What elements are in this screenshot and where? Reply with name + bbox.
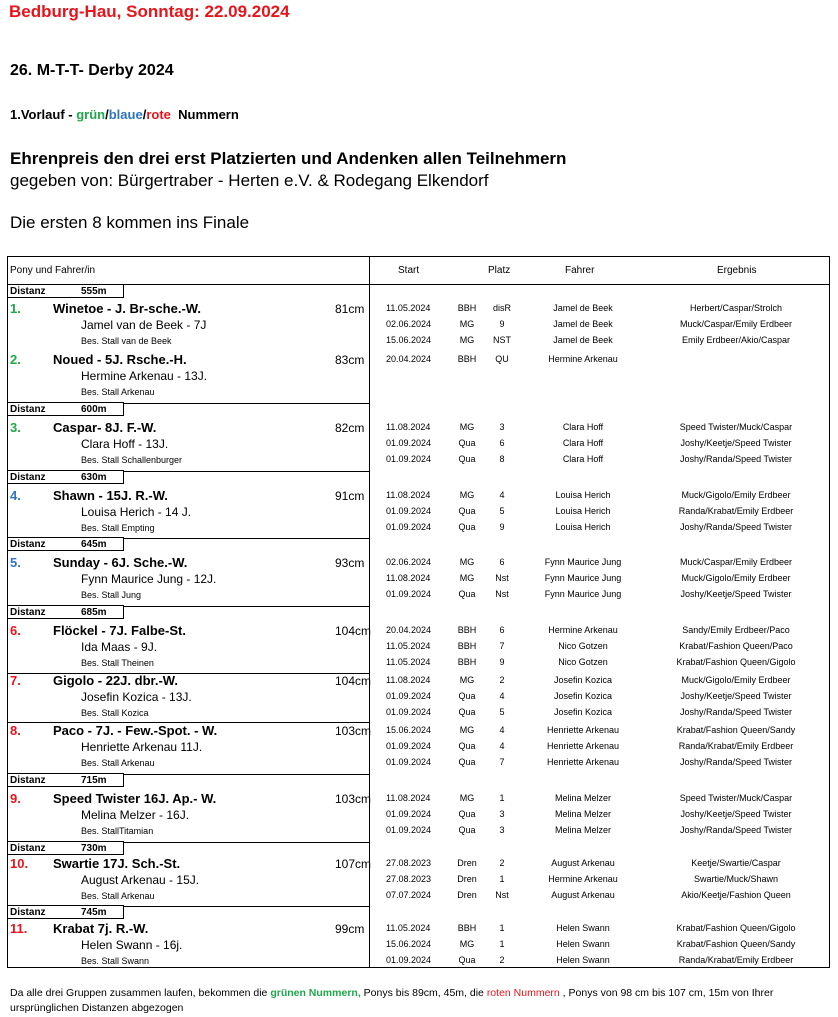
stable-name: Bes. Stall Swann <box>81 956 150 966</box>
result-driver: Hermine Arkenau <box>548 874 618 884</box>
finale-note: Die ersten 8 kommen ins Finale <box>10 213 250 232</box>
footer-text: , Ponys von 98 cm bis 107 cm, 15m von Ihrer ursprünglichen Distanzen abgezogen <box>10 987 774 1014</box>
stable-name: Bes. Stall Empting <box>81 523 155 533</box>
distance-caption: Distanz <box>10 775 46 786</box>
result-date: 20.04.2024 <box>386 625 432 635</box>
pony-height: 104cm <box>335 674 372 688</box>
entry-number: 8. <box>10 723 21 738</box>
result-place: 1 <box>499 939 505 949</box>
distance-value: 685m <box>81 607 107 618</box>
result-outcome: Krabat/Fashion Queen/Sandy <box>676 939 796 949</box>
result-track: MG <box>459 319 475 329</box>
result-place: 9 <box>499 319 505 329</box>
page-title: 26. M-T-T- Derby 2024 <box>10 62 174 79</box>
prize-heading: Ehrenpreis den drei erst Platzierten und Andenken allen Teilnehmern <box>10 149 567 168</box>
vorlauf-blue: blaue <box>108 107 143 122</box>
horse-name: Swartie 17J. Sch.-St. <box>53 856 181 871</box>
pony-height: 107cm <box>335 857 372 871</box>
distance-label <box>8 905 124 919</box>
result-date: 15.06.2024 <box>386 725 432 735</box>
driver-name: Fynn Maurice Jung - 12J. <box>81 572 217 586</box>
driver-name: August Arkenau - 15J. <box>81 873 200 887</box>
footer-red: roten Nummern <box>486 987 560 999</box>
result-track: BBH <box>457 923 477 933</box>
pony-height: 103cm <box>335 792 372 806</box>
result-place: 9 <box>499 657 505 667</box>
result-track: BBH <box>457 657 477 667</box>
result-track: Qua <box>458 506 476 516</box>
result-driver: Melina Melzer <box>554 809 612 819</box>
result-date: 27.08.2023 <box>386 874 432 884</box>
result-track: MG <box>459 675 475 685</box>
result-date: 07.07.2024 <box>386 890 432 900</box>
result-driver: Louisa Herich <box>555 490 611 500</box>
result-outcome: Emily Erdbeer/Akio/Caspar <box>681 335 791 345</box>
entry-number: 7. <box>10 673 21 688</box>
distance-label <box>8 470 124 484</box>
result-place: 1 <box>499 923 505 933</box>
result-track: Qua <box>458 741 476 751</box>
result-place: disR <box>492 303 511 313</box>
result-outcome: Muck/Gigolo/Emily Erdbeer <box>681 490 791 500</box>
result-driver: Fynn Maurice Jung <box>544 573 622 583</box>
result-outcome: Krabat/Fashion Queen/Gigolo <box>676 923 796 933</box>
result-date: 11.05.2024 <box>386 641 431 651</box>
result-date: 01.09.2024 <box>386 454 432 464</box>
result-date: 11.08.2024 <box>386 675 431 685</box>
distance-caption: Distanz <box>10 404 46 415</box>
horse-name: Winetoe - J. Br-sche.-W. <box>53 301 201 316</box>
distance-value: 645m <box>81 539 107 550</box>
result-outcome: Speed Twister/Muck/Caspar <box>679 422 793 432</box>
horse-name: Speed Twister 16J. Ap.- W. <box>53 791 217 806</box>
result-outcome: Joshy/Keetje/Speed Twister <box>680 691 792 701</box>
driver-name: Helen Swann - 16j. <box>81 938 183 952</box>
result-date: 11.05.2024 <box>386 303 431 313</box>
result-track: Qua <box>458 955 476 965</box>
result-date: 01.09.2024 <box>386 438 432 448</box>
entry-table <box>7 256 830 968</box>
result-place: 6 <box>499 438 505 448</box>
result-driver: Clara Hoff <box>562 454 604 464</box>
horse-name: Sunday - 6J. Sche.-W. <box>53 555 188 570</box>
result-driver: Melina Melzer <box>554 825 612 835</box>
horse-name: Flöckel - 7J. Falbe-St. <box>53 623 186 638</box>
pony-height: 91cm <box>335 489 365 503</box>
result-date: 01.09.2024 <box>386 757 432 767</box>
result-track: MG <box>459 939 475 949</box>
result-outcome: Krabat/Fashion Queen/Gigolo <box>676 657 796 667</box>
result-track: Qua <box>458 707 476 717</box>
result-driver: Helen Swann <box>556 955 610 965</box>
result-place: NST <box>493 335 511 345</box>
result-track: MG <box>459 490 475 500</box>
driver-name: Ida Maas - 9J. <box>81 640 158 654</box>
result-track: Qua <box>458 454 476 464</box>
result-outcome: Joshy/Keetje/Speed Twister <box>680 809 792 819</box>
result-date: 01.09.2024 <box>386 955 432 965</box>
footer-note <box>10 986 835 1016</box>
result-outcome: Muck/Caspar/Emily Erdbeer <box>679 319 793 329</box>
vorlauf-line <box>10 107 239 122</box>
stable-name: Bes. Stall Arkenau <box>81 758 155 768</box>
result-outcome: Muck/Caspar/Emily Erdbeer <box>679 557 793 567</box>
result-date: 01.09.2024 <box>386 506 432 516</box>
result-date: 11.08.2024 <box>386 793 431 803</box>
result-driver: Hermine Arkenau <box>548 625 618 635</box>
result-driver: Clara Hoff <box>562 438 604 448</box>
driver-name: Josefin Kozica - 13J. <box>81 690 192 704</box>
result-outcome: Joshy/Randa/Speed Twister <box>680 707 792 717</box>
result-outcome: Randa/Krabat/Emily Erdbeer <box>678 955 794 965</box>
distance-caption: Distanz <box>10 843 46 854</box>
result-date: 15.06.2024 <box>386 335 432 345</box>
stable-name: Bes. StallTitamian <box>81 826 154 836</box>
result-outcome: Krabat/Fashion Queen/Paco <box>679 641 793 651</box>
vorlauf-red: rote <box>146 107 171 122</box>
result-driver: Jamel de Beek <box>553 319 613 329</box>
result-driver: Jamel de Beek <box>553 303 613 313</box>
driver-name: Jamel van de Beek - 7J <box>81 318 207 332</box>
distance-label <box>8 284 124 298</box>
result-outcome: Randa/Krabat/Emily Erdbeer <box>678 741 794 751</box>
distance-caption: Distanz <box>10 907 46 918</box>
result-date: 11.05.2024 <box>386 923 431 933</box>
entry-number: 6. <box>10 623 21 638</box>
result-date: 01.09.2024 <box>386 589 432 599</box>
result-driver: August Arkenau <box>551 890 615 900</box>
distance-label <box>8 841 124 855</box>
result-place: 2 <box>499 675 505 685</box>
distance-caption: Distanz <box>10 286 46 297</box>
result-track: MG <box>459 793 475 803</box>
result-date: 01.09.2024 <box>386 522 432 532</box>
horse-name: Noued - 5J. Rsche.-H. <box>53 352 187 367</box>
vorlauf-green: grün <box>76 107 106 122</box>
result-place: 4 <box>499 691 505 701</box>
distance-value: 600m <box>81 404 107 415</box>
vorlauf-suffix: Nummern <box>178 107 239 122</box>
result-track: Qua <box>458 825 476 835</box>
result-driver: Nico Gotzen <box>558 641 608 651</box>
result-outcome: Randa/Krabat/Emily Erdbeer <box>678 506 794 516</box>
result-place: 9 <box>499 522 505 532</box>
driver-name: Melina Melzer - 16J. <box>81 808 190 822</box>
vorlauf-slash: / <box>142 107 147 122</box>
result-place: 6 <box>499 557 505 567</box>
result-track: Dren <box>457 874 477 884</box>
stable-name: Bes. Stall Kozica <box>81 708 149 718</box>
result-date: 01.09.2024 <box>386 741 432 751</box>
result-place: Nst <box>495 573 509 583</box>
result-place: 6 <box>499 625 505 635</box>
result-date: 01.09.2024 <box>386 691 432 701</box>
result-track: Dren <box>457 858 477 868</box>
stable-name: Bes. Stall Jung <box>81 590 142 600</box>
result-outcome: Keetje/Swartie/Caspar <box>691 858 781 868</box>
vorlauf-prefix: 1.Vorlauf - <box>10 107 77 122</box>
result-outcome: Swartie/Muck/Shawn <box>693 874 779 884</box>
pony-height: 99cm <box>335 922 365 936</box>
sponsor-line: gegeben von: Bürgertraber - Herten e.V. & Rodegang Elkendorf <box>10 171 489 190</box>
result-place: 1 <box>499 874 505 884</box>
table-header <box>8 257 829 285</box>
col-fahrer: Fahrer <box>565 265 595 276</box>
result-track: Dren <box>457 890 477 900</box>
result-outcome: Joshy/Randa/Speed Twister <box>680 454 792 464</box>
result-place: QU <box>495 354 509 364</box>
horse-name: Krabat 7j. R.-W. <box>53 921 149 936</box>
result-place: 2 <box>499 858 505 868</box>
result-driver: Henriette Arkenau <box>546 725 620 735</box>
footer-text: Ponys bis 89cm, 45m, die <box>360 987 487 999</box>
result-date: 01.09.2024 <box>386 825 432 835</box>
footer-green: grünen Nummern, <box>270 987 361 999</box>
result-place: 7 <box>499 641 505 651</box>
distance-value: 745m <box>81 907 107 918</box>
result-outcome: Speed Twister/Muck/Caspar <box>679 793 793 803</box>
entry-number: 10. <box>10 856 29 871</box>
result-track: BBH <box>457 641 477 651</box>
result-date: 20.04.2024 <box>386 354 432 364</box>
result-driver: Helen Swann <box>556 923 610 933</box>
result-date: 02.06.2024 <box>386 557 432 567</box>
pony-height: 93cm <box>335 556 365 570</box>
result-place: 4 <box>499 725 505 735</box>
result-track: Qua <box>458 809 476 819</box>
result-date: 11.05.2024 <box>386 657 431 667</box>
horse-name: Shawn - 15J. R.-W. <box>53 488 168 503</box>
result-date: 11.08.2024 <box>386 490 431 500</box>
stable-name: Bes. Stall Schallenburger <box>81 455 183 465</box>
col-pony: Pony und Fahrer/in <box>10 265 96 276</box>
col-start: Start <box>398 265 420 276</box>
entry-number: 9. <box>10 791 21 806</box>
result-track: MG <box>459 557 475 567</box>
col-platz: Platz <box>488 265 511 276</box>
result-driver: Josefin Kozica <box>553 675 613 685</box>
result-driver: Helen Swann <box>556 939 610 949</box>
result-driver: Henriette Arkenau <box>546 741 620 751</box>
result-outcome: Sandy/Emily Erdbeer/Paco <box>682 625 790 635</box>
footer-text: Da alle drei Gruppen zusammen laufen, bekommen die <box>10 987 271 999</box>
result-driver: August Arkenau <box>551 858 615 868</box>
result-place: Nst <box>495 890 509 900</box>
entry-number: 2. <box>10 352 21 367</box>
result-driver: Josefin Kozica <box>553 707 613 717</box>
result-track: MG <box>459 422 475 432</box>
stable-name: Bes. Stall Arkenau <box>81 387 155 397</box>
result-track: BBH <box>457 354 477 364</box>
result-driver: Jamel de Beek <box>553 335 613 345</box>
result-date: 27.08.2023 <box>386 858 432 868</box>
result-driver: Fynn Maurice Jung <box>544 589 622 599</box>
result-outcome: Joshy/Randa/Speed Twister <box>680 757 792 767</box>
result-driver: Nico Gotzen <box>558 657 608 667</box>
distance-value: 630m <box>81 472 107 483</box>
result-date: 15.06.2024 <box>386 939 432 949</box>
entry-number: 5. <box>10 555 21 570</box>
result-track: BBH <box>457 303 477 313</box>
pony-height: 81cm <box>335 302 365 316</box>
horse-name: Paco - 7J. - Few.-Spot. - W. <box>53 723 218 738</box>
entry-number: 4. <box>10 488 21 503</box>
result-place: 3 <box>499 809 505 819</box>
result-track: Qua <box>458 522 476 532</box>
result-track: Qua <box>458 589 476 599</box>
result-outcome: Joshy/Keetje/Speed Twister <box>680 438 792 448</box>
result-track: BBH <box>457 625 477 635</box>
col-ergebnis: Ergebnis <box>717 265 757 276</box>
stable-name: Bes. Stall Arkenau <box>81 891 155 901</box>
result-place: 8 <box>499 454 505 464</box>
vorlauf-slash: / <box>105 107 109 122</box>
distance-caption: Distanz <box>10 539 46 550</box>
distance-caption: Distanz <box>10 607 46 618</box>
driver-name: Louisa Herich - 14 J. <box>81 505 192 519</box>
result-driver: Louisa Herich <box>555 506 611 516</box>
result-place: 3 <box>499 422 505 432</box>
entry-number: 11. <box>10 921 28 936</box>
result-place: 4 <box>499 741 505 751</box>
driver-name: Hermine Arkenau - 13J. <box>81 369 208 383</box>
result-driver: Clara Hoff <box>562 422 604 432</box>
distance-caption: Distanz <box>10 472 46 483</box>
result-place: Nst <box>495 589 509 599</box>
result-date: 11.08.2024 <box>386 573 431 583</box>
result-driver: Josefin Kozica <box>553 691 613 701</box>
distance-label <box>8 605 124 619</box>
stable-name: Bes. Stall van de Beek <box>81 336 172 346</box>
driver-name: Henriette Arkenau 11J. <box>81 740 203 754</box>
distance-value: 555m <box>81 286 107 297</box>
result-place: 5 <box>499 707 505 717</box>
distance-label <box>8 537 124 551</box>
result-place: 4 <box>499 490 505 500</box>
pony-height: 103cm <box>335 724 372 738</box>
result-outcome: Akio/Keetje/Fashion Queen <box>681 890 791 900</box>
distance-value: 715m <box>81 775 107 786</box>
result-driver: Fynn Maurice Jung <box>544 557 622 567</box>
result-outcome: Krabat/Fashion Queen/Sandy <box>676 725 796 735</box>
result-outcome: Joshy/Keetje/Speed Twister <box>680 589 792 599</box>
date-heading: Bedburg-Hau, Sonntag: 22.09.2024 <box>9 2 290 21</box>
result-place: 5 <box>499 506 505 516</box>
result-track: MG <box>459 725 475 735</box>
result-place: 3 <box>499 825 505 835</box>
result-outcome: Muck/Gigolo/Emily Erdbeer <box>681 675 791 685</box>
driver-name: Clara Hoff - 13J. <box>81 437 169 451</box>
result-track: Qua <box>458 691 476 701</box>
result-place: 7 <box>499 757 505 767</box>
result-driver: Hermine Arkenau <box>548 354 618 364</box>
pony-height: 82cm <box>335 421 365 435</box>
result-track: Qua <box>458 438 476 448</box>
entry-number: 1. <box>10 301 21 316</box>
result-date: 01.09.2024 <box>386 707 432 717</box>
pony-height: 104cm <box>335 624 372 638</box>
result-track: MG <box>459 335 475 345</box>
result-outcome: Herbert/Caspar/Strolch <box>689 303 783 313</box>
result-date: 01.09.2024 <box>386 809 432 819</box>
result-driver: Louisa Herich <box>555 522 611 532</box>
horse-name: Gigolo - 22J. dbr.-W. <box>53 673 178 688</box>
result-outcome: Muck/Gigolo/Emily Erdbeer <box>681 573 791 583</box>
result-track: MG <box>459 573 475 583</box>
result-driver: Henriette Arkenau <box>546 757 620 767</box>
result-date: 11.08.2024 <box>386 422 431 432</box>
distance-value: 730m <box>81 843 107 854</box>
result-outcome: Joshy/Randa/Speed Twister <box>680 825 792 835</box>
stable-name: Bes. Stall Theinen <box>81 658 154 668</box>
result-driver: Melina Melzer <box>554 793 612 803</box>
distance-label <box>8 402 124 416</box>
result-place: 2 <box>499 955 505 965</box>
horse-name: Caspar- 8J. F.-W. <box>53 420 157 435</box>
result-track: Qua <box>458 757 476 767</box>
entry-number: 3. <box>10 420 21 435</box>
pony-height: 83cm <box>335 353 365 367</box>
distance-label <box>8 773 124 787</box>
result-place: 1 <box>499 793 505 803</box>
result-outcome: Joshy/Randa/Speed Twister <box>680 522 792 532</box>
result-date: 02.06.2024 <box>386 319 432 329</box>
